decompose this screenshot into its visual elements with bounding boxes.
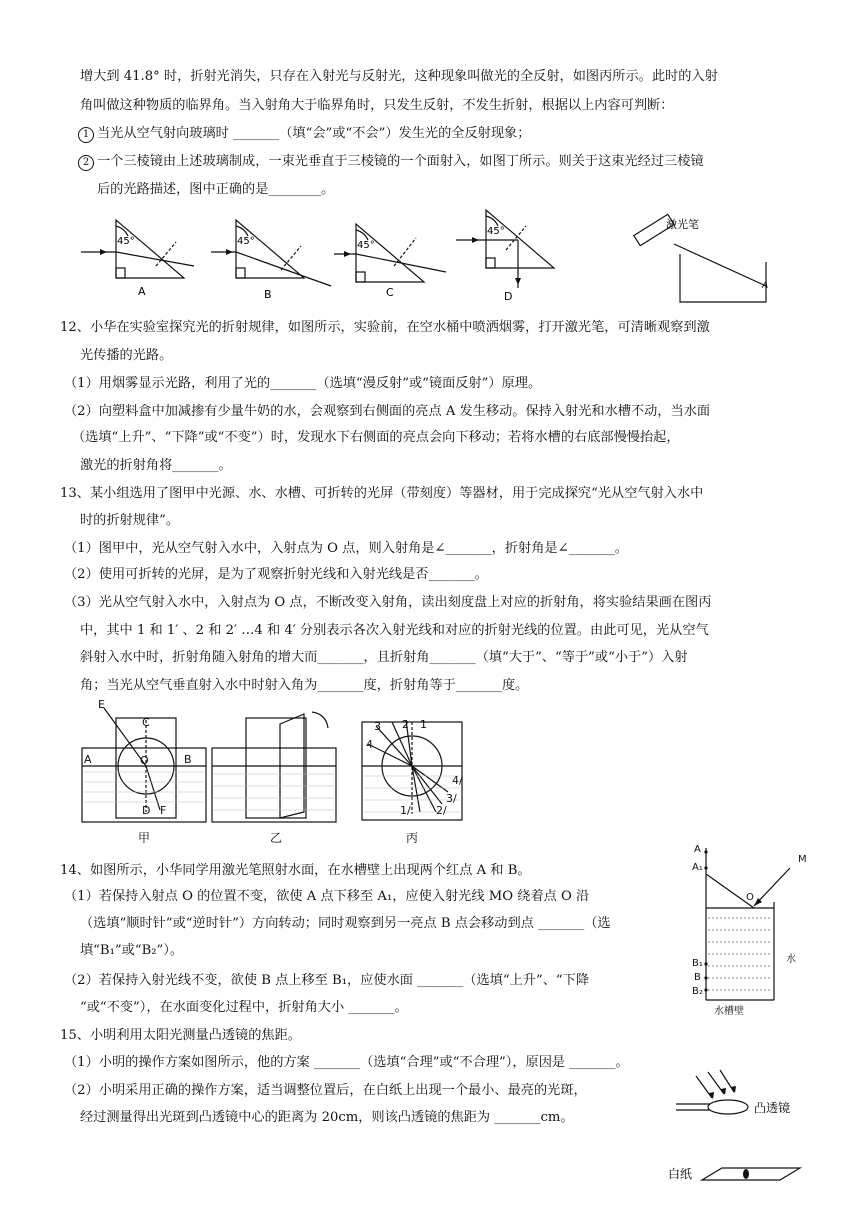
option-b-label: B	[264, 288, 272, 301]
circled-number: 2	[78, 155, 94, 171]
paper-figure	[664, 1160, 804, 1190]
caption-bing: 丙	[406, 831, 419, 845]
text-line: 2 一个三棱镜由上述玻璃制成，一束光垂直于三棱镜的一个面射入，如图丁所示。则关于这束光经过三棱镜	[78, 153, 704, 171]
lens-label: 凸透镜	[754, 1101, 791, 1115]
text-line: 15、小明利用太阳光测量凸透镜的焦距。	[60, 1028, 301, 1043]
svg-text:1: 1	[420, 718, 427, 731]
svg-text:45°: 45°	[237, 236, 255, 247]
svg-text:3/: 3/	[446, 792, 457, 805]
svg-text:B₁: B₁	[692, 958, 703, 969]
svg-text:A: A	[84, 753, 92, 766]
text-line: 光传播的光路。	[80, 348, 173, 363]
svg-text:B₂: B₂	[692, 986, 703, 997]
text-line: 斜射入水中时，折射角随入射角的增大而_______，且折射角_______（填“大于”、“等于”或“小于”）入射	[80, 650, 688, 665]
laser-pen-label: 激光笔	[666, 218, 699, 231]
text-line: （1）用烟雾显示光路，利用了光的_______（选填“漫反射”或“镜面反射”）原理。	[64, 376, 542, 391]
svg-text:水槽壁: 水槽壁	[714, 1006, 744, 1017]
water-tank-figure	[688, 838, 818, 1018]
text-line: （3）光从空气射入水中，入射点为 O 点，不断改变入射角，读出刻度盘上对应的折射角，将实验结果画在图丙	[64, 595, 712, 610]
svg-text:A₁: A₁	[692, 862, 703, 873]
svg-text:O: O	[746, 892, 754, 903]
svg-text:水: 水	[786, 954, 796, 965]
option-c-label: C	[386, 286, 394, 299]
svg-text:E: E	[98, 698, 105, 711]
text-line: 12、小华在实验室探究光的折射规律，如图所示，实验前，在空水桶中喷洒烟雾，打开激光笔，可清晰观察到激	[60, 320, 710, 335]
svg-text:M: M	[798, 854, 807, 865]
text-line: “或“不变”），在水面变化过程中，折射角大小 _______。	[80, 1000, 408, 1015]
text-line: 激光的折射角将_______。	[80, 458, 232, 473]
svg-text:D: D	[142, 804, 151, 817]
circled-number: 1	[78, 127, 94, 143]
svg-text:A: A	[694, 844, 701, 855]
text-line: 角叫做这种物质的临界角。当入射角大于临界角时，只发生反射，不发生折射，根据以上内容可判断：	[80, 98, 674, 113]
text-line: 填“B₁”或“B₂”）。	[80, 943, 184, 958]
svg-text:2/: 2/	[436, 804, 447, 817]
text-line: 14、如图所示，小华同学用激光笔照射水面，在水槽壁上出现两个红点 A 和 B。	[60, 863, 531, 878]
text-line: （1）图甲中，光从空气射入水中，入射点为 O 点，则入射角是∠_______，折射角是∠_______。	[64, 541, 628, 556]
text-line: （选填“上升”、“下降”或“不变”）时，发现水下右侧面的亮点会向下移动；若将水槽的右底部慢慢抬起，	[72, 430, 680, 445]
option-a-label: A	[138, 285, 146, 298]
svg-text:3: 3	[374, 720, 381, 733]
svg-text:2: 2	[402, 718, 409, 731]
caption-jia: 甲	[138, 831, 151, 845]
svg-text:45°: 45°	[117, 236, 135, 247]
svg-text:B: B	[694, 972, 701, 983]
caption-yi: 乙	[270, 831, 283, 845]
text-line: 13、某小组选用了图甲中光源、水、水槽、可折转的光屏（带刻度）等器材，用于完成探究“光从空气射入水中	[60, 486, 704, 501]
experiment-figures	[80, 700, 500, 850]
text-line: 经过测量得出光斑到凸透镜中心的距离为 20cm，则该凸透镜的焦距为 _______cm。	[80, 1110, 574, 1125]
option-d-label: D	[504, 290, 513, 303]
laser-figure	[628, 212, 778, 308]
svg-text:1/: 1/	[400, 804, 411, 817]
lens-figure	[676, 1068, 816, 1128]
text-line: 1 当光从空气射向玻璃时 _______（填“会”或“不会”）发生光的全反射现象；	[78, 125, 530, 143]
text-line: （1）小明的操作方案如图所示，他的方案 _______（选填“合理”或“不合理”），原因是 _______。	[64, 1055, 629, 1070]
point-a-label: A	[762, 281, 769, 291]
text-line: （选填“顺时针”或“逆时针”）方向转动；同时观察到另一亮点 B 点会移动到点 _______（选	[80, 916, 611, 931]
svg-text:C: C	[142, 716, 150, 729]
text-line: （2）向塑料盒中加减掺有少量牛奶的水，会观察到右侧面的亮点 A 发生移动。保持入射光和水槽不动，当水面	[64, 404, 711, 419]
text-line: 增大到 41.8° 时，折射光消失，只存在入射光与反射光，这种现象叫做光的全反射，如图丙所示。此时的入射	[80, 69, 718, 84]
paper-label: 白纸	[668, 1167, 693, 1181]
svg-text:4/: 4/	[452, 774, 463, 787]
svg-text:4: 4	[366, 738, 373, 751]
text-line: （2）小明采用正确的操作方案，适当调整位置后，在白纸上出现一个最小、最亮的光斑，	[64, 1083, 587, 1098]
svg-text:B: B	[184, 753, 192, 766]
prism-figures	[76, 208, 556, 308]
text-line: 角；当光从空气垂直射入水中时射入角为_______度，折射角等于_______度。	[80, 678, 529, 693]
text-line: （2）使用可折转的光屏，是为了观察折射光线和入射光线是否_______。	[64, 567, 488, 582]
text-line: （1）若保持入射点 O 的位置不变，欲使 A 点下移至 A₁，应使入射光线 MO 绕着点 O 沿	[64, 889, 590, 904]
text-line: 时的折射规律”。	[80, 513, 180, 528]
svg-text:O: O	[140, 754, 149, 767]
svg-text:45°: 45°	[357, 240, 375, 251]
text-line: （2）若保持入射光线不变，欲使 B 点上移至 B₁，应使水面 _______（选填“上升”、“下降	[64, 973, 590, 988]
text-line: 后的光路描述，图中正确的是________。	[97, 182, 335, 197]
svg-text:F: F	[160, 804, 167, 817]
svg-text:45°: 45°	[487, 226, 505, 237]
text-line: 中，其中 1 和 1′ 、2 和 2′ …4 和 4′ 分别表示各次入射光线和对应的折射光线的位置。由此可见，光从空气	[80, 623, 709, 638]
